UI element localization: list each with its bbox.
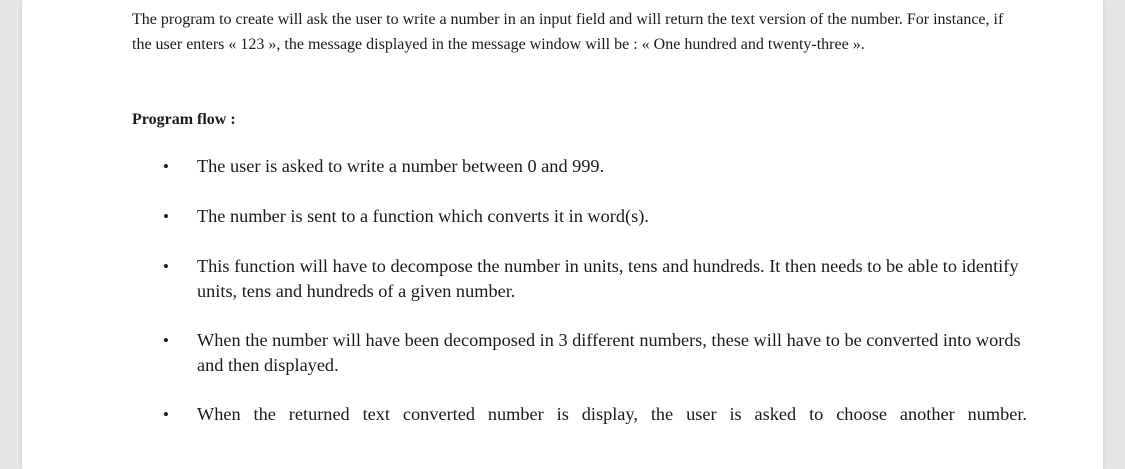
bullet-icon: •	[163, 405, 169, 424]
bullet-icon: •	[163, 257, 169, 276]
document-page	[22, 0, 1103, 469]
intro-paragraph: The program to create will ask the user to write a number in an input field and will return the text version of the number. For instance, if the user enters « 123 », the message displayed in the message window will be : « One hundred and twenty-three ».	[132, 11, 1004, 53]
bullet-icon: •	[163, 157, 169, 176]
list-item-text: The number is sent to a function which converts it in word(s).	[197, 206, 649, 226]
section-heading: Program flow :	[132, 111, 236, 128]
bullet-icon: •	[163, 207, 169, 226]
list-item-text: This function will have to decompose the number in units, tens and hundreds. It then needs to be able to identify units, tens and hundreds of a given number.	[197, 256, 1019, 301]
list-item-text: When the number will have been decomposed in 3 different numbers, these will have to be converted into words and then displayed.	[197, 330, 1021, 375]
bullet-icon: •	[163, 331, 169, 350]
list-item-text: The user is asked to write a number between 0 and 999.	[197, 156, 605, 176]
list-item-text: When the returned text converted number is display, the user is asked to choose another number.	[197, 404, 1027, 424]
